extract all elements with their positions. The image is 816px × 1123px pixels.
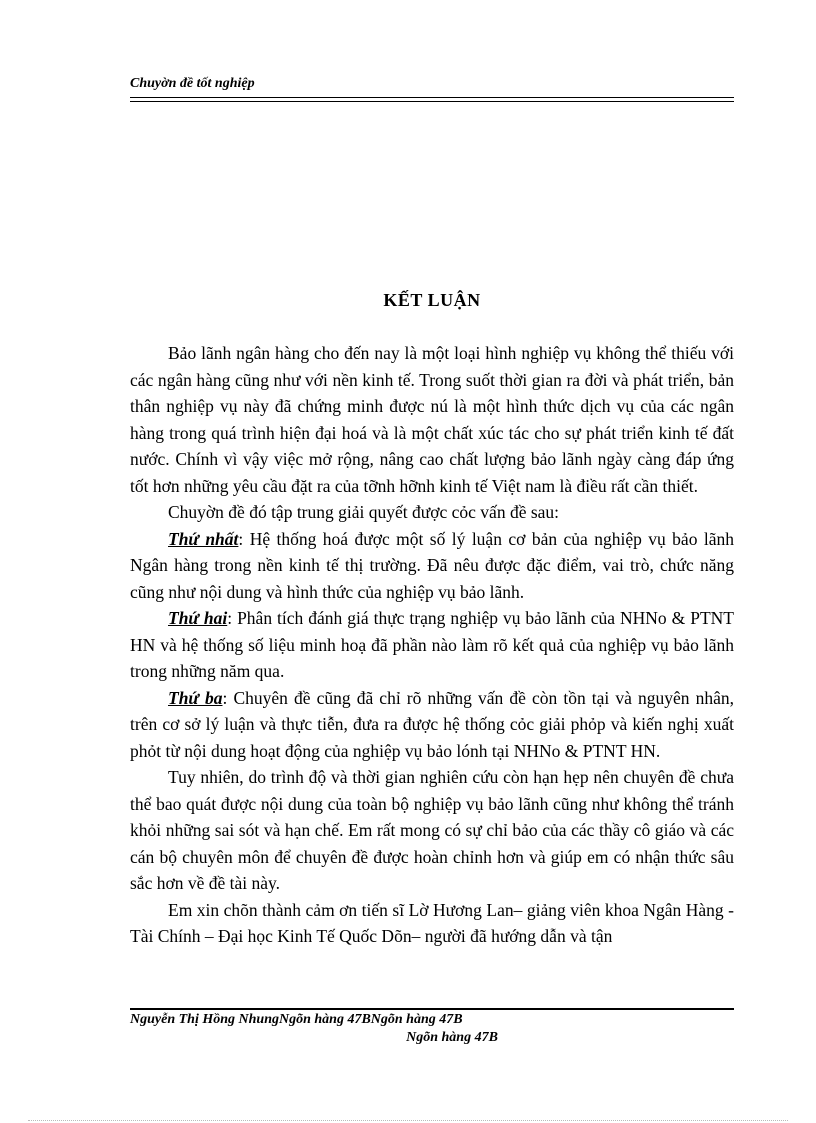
body-text	[130, 340, 734, 950]
header-rule	[130, 97, 734, 102]
paragraph-second-point	[130, 605, 734, 685]
third-point-text: : Chuyên đề cũng đã chỉ rõ những vấn đề còn tồn tại và nguyên nhân, trên cơ sở lý luận và thực tiễn, đưa ra được hệ thống cỏc giải phỏp và kiến nghị xuất phỏt từ nội dung hoạt động của nghiệp vụ bảo lónh tại NHNo & PTNT HN.	[130, 687, 734, 761]
page-edge-dots	[28, 1120, 788, 1121]
third-point-label: Thứ ba	[168, 687, 223, 708]
paragraph-intro: Bảo lãnh ngân hàng cho đến nay là một loại hình nghiệp vụ không thể thiếu với các ngân hàng cũng như với nền kinh tế. Trong suốt thời gian ra đời và phát triển, bản thân nghiệp vụ này đã chứng minh được nú là một hình thức dịch vụ của các ngân hàng trong quá trình hiện đại hoá và là một chất xúc tác cho sự phát triển kinh tế đất nước. Chính vì vậy việc mở rộng, nâng cao chất lượng bảo lãnh ngày càng đáp ứng tốt hơn những yêu cầu đặt ra của tỡnh hỡnh kinh tế Việt nam là điều rất cần thiết.	[130, 343, 734, 496]
second-point-text: : Phân tích đánh giá thực trạng nghiệp vụ bảo lãnh của NHNo & PTNT HN và hệ thống số liệu minh hoạ đã phần nào làm rõ kết quả của nghiệp vụ bảo lãnh trong những năm qua.	[130, 608, 734, 681]
footer-author-line: Nguyễn Thị Hồng NhungNgõn hàng 47BNgõn hàng 47B	[130, 1012, 463, 1027]
first-point-text: : Hệ thống hoá được một số lý luận cơ bản của nghiệp vụ bảo lãnh Ngân hàng trong nền kinh tế thị trường. Đã nêu được đặc điểm, vai trò, chức năng cũng như nội dung và hình thức của nghiệp vụ bảo lãnh.	[130, 528, 734, 602]
footer-class-line: Ngõn hàng 47B	[406, 1030, 498, 1045]
paragraph-summary-intro: Chuyờn đề đó tập trung giải quyết được cỏc vấn đề sau:	[168, 502, 560, 522]
first-point-label: Thứ nhất	[168, 528, 239, 549]
header-title: Chuyờn đề tốt nghiệp	[130, 76, 255, 91]
footer	[130, 1012, 734, 1046]
paragraph-third-point	[130, 685, 734, 765]
paragraph-first-point	[130, 526, 734, 606]
paragraph-thanks: Em xin chõn thành cảm ơn tiến sĩ Lờ Hương Lan– giảng viên khoa Ngân Hàng - Tài Chính – Đại học Kinh Tế Quốc Dõn– người đã hướng dẫn và tận	[130, 899, 734, 946]
second-point-label: Thứ hai	[168, 608, 228, 628]
footer-rule	[130, 1008, 734, 1010]
section-title: KẾT LUẬN	[383, 290, 481, 310]
paragraph-limitations: Tuy nhiên, do trình độ và thời gian nghiên cứu còn hạn hẹp nên chuyên đề chưa thể bao quát được nội dung của toàn bộ nghiệp vụ bảo lãnh cũng như không thể tránh khỏi những sai sót và hạn chế. Em rất mong có sự chỉ bảo của các thầy cô giáo và các cán bộ chuyên môn để chuyên đề được hoàn chỉnh hơn và giúp em có nhận thức sâu sắc hơn về đề tài này.	[130, 767, 734, 893]
